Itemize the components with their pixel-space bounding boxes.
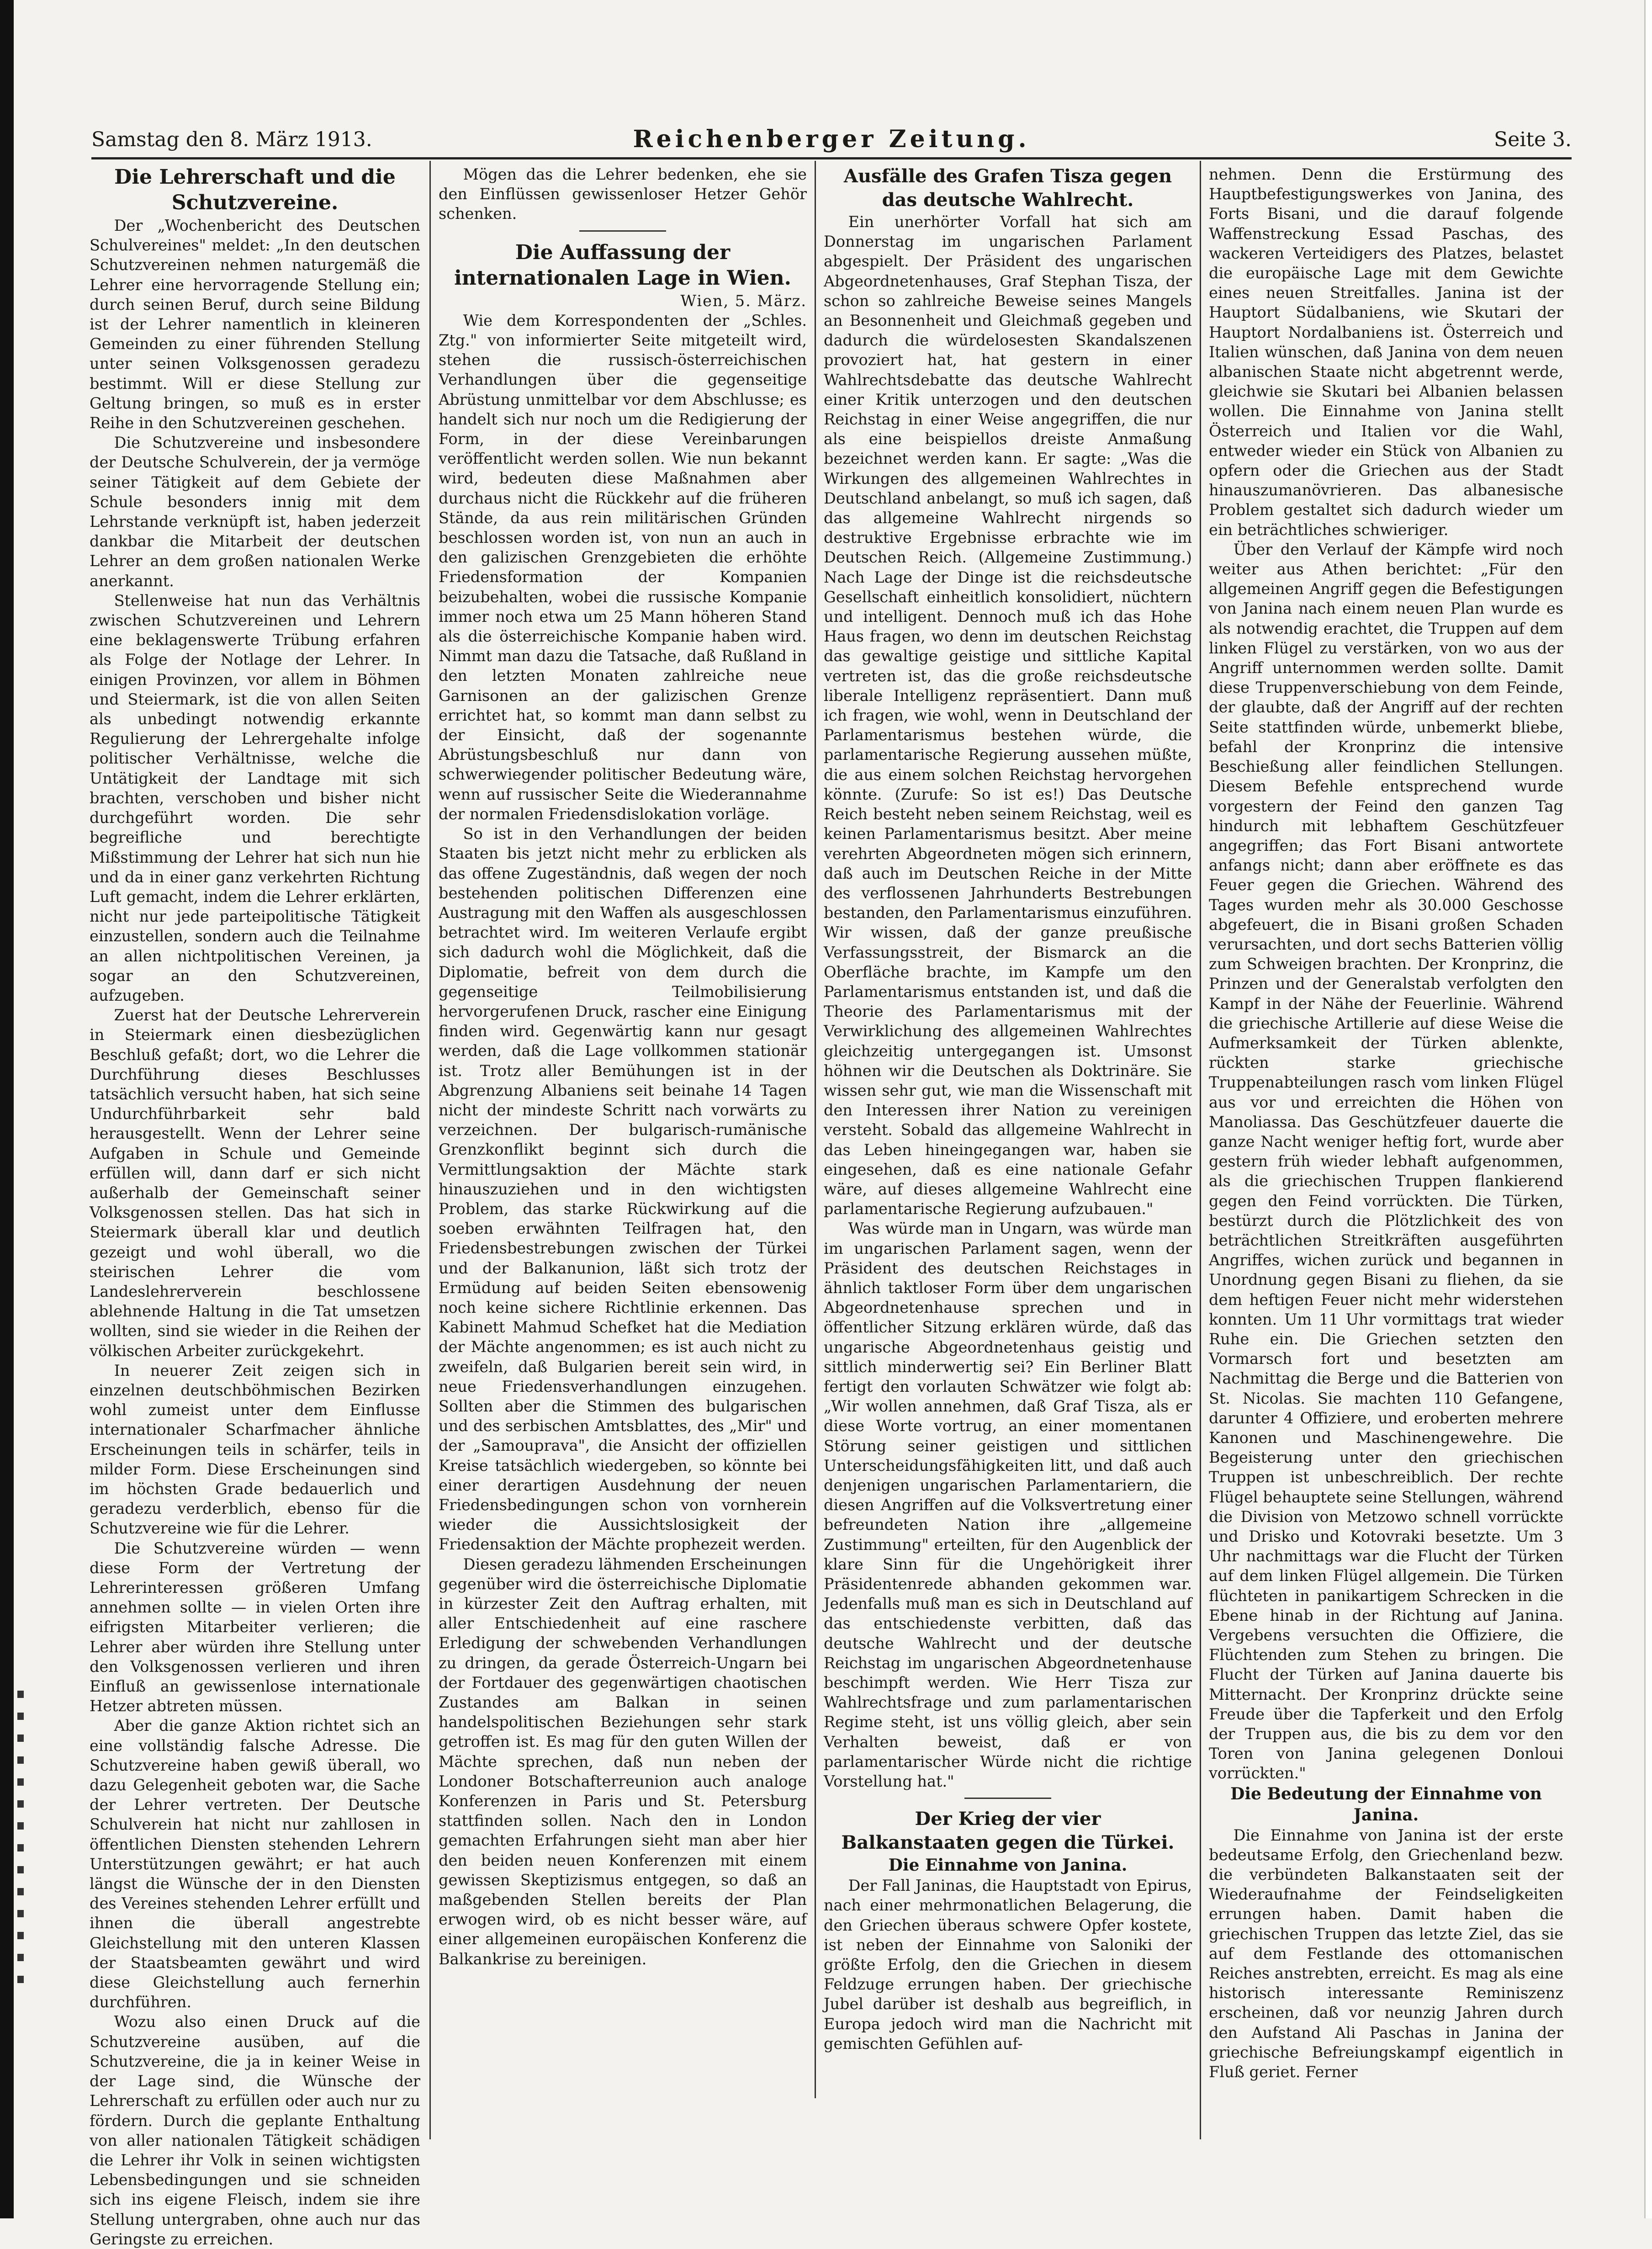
article-paragraph: nehmen. Denn die Erstürmung des Hauptbefestigungswerkes von Janina, des Forts Bisani, und die darauf folgende Waffenstreckung Essad Paschas, des wackeren Verteidigers des Platzes, belastet die europäische Lage mit dem Gewichte eines neuen Streitfalles. Janina ist der Hauptort Südalbaniens, wie Skutari der Hauptort Nordalbaniens ist. Österreich und Italien wünschen, daß Janina von dem neuen albanischen Staate nicht abgetrennt werde, gleichwie sie Skutari bei Albanien belassen wollen. Die Einnahme von Janina stellt Österreich und Italien vor die Wahl, entweder wieder ein Stück von Albanien zu opfern oder die Griechen aus der Stadt hinauszumanövrieren. Das albanesische Problem gestaltet sich dadurch wieder um ein beträchtliches schwieriger. bbox=[1209, 165, 1563, 539]
article-paragraph: Mögen das die Lehrer bedenken, ehe sie den Einflüssen gewissenloser Hetzer Gehör schenken. bbox=[439, 165, 807, 223]
article-headline: Ausfälle des Grafen Tisza gegen das deutsche Wahlrecht. bbox=[843, 165, 1172, 211]
column-divider bbox=[1200, 161, 1201, 2139]
page-number: Seite 3. bbox=[1494, 128, 1572, 151]
column-1 bbox=[90, 164, 420, 2248]
scan-edge-right bbox=[1644, 0, 1652, 2218]
article-paragraph: Diesen geradezu lähmenden Erscheinungen gegenüber wird die österreichische Diplomatie in kürzester Zeit den Auftrag erhalten, mit aller Entschiedenheit auf eine raschere Erledigung der schwebenden Verhandlungen zu dringen, da gerade Österreich-Ungarn bei der Fortdauer des gegenwärtigen chaotischen Zustandes am Balkan in seinen handelspolitischen Beziehungen sehr stark getroffen ist. Es mag für den guten Willen der Mächte sprechen, daß nun neben der Londoner Botschafterreunion auch analoge Konferenzen in Paris und St. Petersburg stattfinden sollen. Nach den in London gemachten Erfahrungen sieht man aber hier den beiden neuen Konferenzen mit einem gewissen Skeptizismus entgegen, so daß an maßgebenden Stellen bereits der Plan erwogen wird, ob es nicht besser wäre, auf einer allgemeinen europäischen Konferenz die Balkankrise zu bereinigen. bbox=[439, 1555, 807, 1968]
section-rule bbox=[579, 230, 666, 232]
article-paragraph: Wozu also einen Druck auf die Schutzvereine ausüben, auf die Schutzvereine, die ja in keiner Weise in der Lage sind, die Wünsche der Lehrerschaft zu erfüllen oder auch nur zu fördern. Durch die geplante Enthaltung von aller nationalen Tätigkeit schädigen die Lehrer ihr Volk in seinen wichtigsten Lebensbedingungen und sie schneiden sich ins eigene Fleisch, indem sie ihre Stellung untergraben, ohne auch nur das Geringste zu erreichen. bbox=[90, 2013, 420, 2248]
article-paragraph: Was würde man in Ungarn, was würde man im ungarischen Parlament sagen, wenn der Präsident des deutschen Reichstages in ähnlich taktloser Form über dem ungarischen Abgeordnetenhause sprechen und in öffentlicher Sitzung erklären würde, daß das ungarische Abgeordnetenhaus geistig und sittlich minderwertig sei? Ein Berliner Blatt fertigt den vorlauten Schwätzer wie folgt ab: „Wir wollen annehmen, daß Graf Tisza, als er diese Worte vortrug, an einer momentanen Störung seiner geistigen und sittlichen Unterscheidungsfähigkeiten litt, und daß auch denjenigen ungarischen Parlamentariern, die diesen Angriffen auf die Volksvertretung einer befreundeten Nation ihre „allgemeine Zustimmung" erteilten, für den Augenblick der klare Sinn für die Ungehörigkeit ihrer Präsidentenrede abhanden gekommen war. Jedenfalls muß man es sich in Deutschland auf das entschiedenste verbitten, daß das deutsche Wahlrecht und der deutsche Reichstag im ungarischen Abgeordnetenhause beschimpft werden. Wie Herr Tisza zur Wahlrechtsfrage und zum parlamentarischen Regime steht, ist uns völlig gleich, aber sein Verhalten beweist, daß er von parlamentarischer Würde nicht die richtige Vorstellung hat." bbox=[824, 1220, 1192, 1791]
column-divider bbox=[429, 161, 431, 2139]
article-paragraph: So ist in den Verhandlungen der beiden Staaten bis jetzt nicht mehr zu erblicken als das offene Zugeständnis, daß wegen der noch bestehenden politischen Differenzen eine Austragung mit den Waffen als ausgeschlossen betrachtet wird. Im weiteren Verlaufe ergibt sich dadurch wohl die Möglichkeit, daß die Diplomatie, befreit von dem durch die gegenseitige Teilmobilisierung hervorgerufenen Druck, rascher eine Einigung finden wird. Gegenwärtig kann nur gesagt werden, daß die Lage vollkommen stationär ist. Trotz aller Bemühungen ist in der Abgrenzung Albaniens seit beinahe 14 Tagen nicht der mindeste Schritt nach vorwärts zu verzeichnen. Der bulgarisch-rumänische Grenzkonflikt beginnt sich durch die Vermittlungsaktion der Mächte stark hinauszuziehen und in den wichtigsten Problem, das starke Rückwirkung auf die soeben erwähnten Teilfragen hat, den Friedensbestrebungen zwischen der Türkei und der Balkanunion, läßt sich trotz der Ermüdung auf beiden Seiten ebensowenig noch keine sichere Richtlinie erkennen. Das Kabinett Mahmud Schefket hat die Mediation der Mächte angenommen; es ist auch nicht zu zweifeln, daß Bulgarien bereit sein wird, in neue Friedensverhandlungen einzugehen. Sollten aber die Stimmen des bulgarischen und des serbischen Amtsblattes, des „Mir" und der „Samouprava", die Ansicht der offiziellen Kreise tatsächlich wiedergeben, so könnte bei einer derartigen Ausdehnung der neuen Friedensbedingungen schon von vornherein wieder die Aussichtslosigkeit der Friedensaktion der Mächte prophezeit werden. bbox=[439, 825, 807, 1554]
article-paragraph: Wie dem Korrespondenten der „Schles. Ztg." von informierter Seite mitgeteilt wird, stehen die russisch-österreichischen Verhandlungen über die gegenseitige Abrüstung unmittelbar vor dem Abschlusse; es handelt sich nur noch um die Redigierung der Form, in der diese Vereinbarungen veröffentlicht werden sollen. Wie nun bekannt wird, bedeuten diese Maßnahmen aber durchaus nicht die Rückkehr auf die früheren Stände, da aus rein militärischen Gründen beschlossen worden ist, von nun an auch in den galizischen Grenzgebieten die erhöhte Friedensformation der Kompanien beizubehalten, wobei die russische Kompanie immer noch etwa um 25 Mann höheren Stand als die österreichische Kompanie haben wird. Nimmt man dazu die Tatsache, daß Rußland in den letzten Monaten zahlreiche neue Garnisonen an der galizischen Grenze errichtet hat, so kommt man dann selbst zu der Einsicht, daß der sogenannte Abrüstungsbeschluß nur dann von schwerwiegender politischer Bedeutung wäre, wenn auf russischer Seite die Wiederannahme der normalen Friedensdislokation vorläge. bbox=[439, 311, 807, 823]
article-paragraph: Über den Verlauf der Kämpfe wird noch weiter aus Athen berichtet: „Für den allgemeinen Angriff gegen die Befestigungen von Janina nach einem neuen Plan wurde es als notwendig erachtet, die Truppen auf dem linken Flügel zu verstärken, von wo aus der Angriff unternommen werden sollte. Damit diese Truppenverschiebung von dem Feinde, der glaubte, daß der Angriff auf der rechten Seite stattfinden würde, unbemerkt bliebe, befahl der Kronprinz die intensive Beschießung aller feindlichen Stellungen. Diesem Befehle entsprechend wurde vorgestern der Feind den ganzen Tag hindurch mit lebhaftem Geschützfeuer angegriffen; das Fort Bisani antwortete anfangs nicht; dann aber eröffnete es das Feuer gegen die Griechen. Während des Tages wurden mehr als 30.000 Geschosse abgefeuert, die in Bisani großen Schaden verursachten, und dort sechs Batterien völlig zum Schweigen brachten. Der Kronprinz, die Prinzen und der Generalstab verfolgten den Kampf in der Nähe der Feuerlinie. Während die griechische Artillerie auf diese Weise die Aufmerksamkeit der Türken ablenkte, rückten starke griechische Truppenabteilungen rasch vom linken Flügel aus vor und erreichten die Höhen von Manoliassa. Das Geschützfeuer dauerte die ganze Nacht weniger heftig fort, wurde aber gestern früh wieder lebhaft aufgenommen, als die griechischen Truppen flankierend gegen den Feind vorrückten. Die Türken, bestürzt durch die Plötzlichkeit des von beträchtlichen Streitkräften ausgeführten Angriffes, wichen zurück und begannen in Unordnung gegen Bisani zu fliehen, da sie dem heftigen Feuer nicht mehr widerstehen konnten. Um 11 Uhr vormittags trat wieder Ruhe ein. Die Griechen setzten den Vormarsch fort und besetzten am Nachmittag die Berge und die Batterien von St. Nicolas. Sie machten 110 Gefangene, darunter 4 Offiziere, und eroberten mehrere Kanonen und Maschinengewehre. Die Begeisterung unter den griechischen Truppen ist unbeschreiblich. Der rechte Flügel behauptete seine Stellungen, während die Division von Metzowo schnell vorrückte und Drisko und Kotovraki besetzte. Um 3 Uhr nachmittags war die Flucht der Türken auf dem linken Flügel allgemein. Die Türken flüchteten in panikartigem Schrecken in die Ebene hinab in der Richtung auf Janina. Vergebens versuchten die Offiziere, die Flüchtenden zum Stehen zu bringen. Die Flucht der Türken auf Janina dauerte bis Mitternacht. Der Kronprinz drückte seine Freude über die Tapferkeit und den Erfolg der Truppen aus, die bis zu dem vor den Toren von Janina gelegenen Donloui vorrückten." bbox=[1209, 540, 1563, 1782]
section-rule bbox=[964, 1798, 1051, 1799]
page-header bbox=[91, 122, 1572, 154]
issue-date: Samstag den 8. März 1913. bbox=[91, 128, 372, 151]
article-subheadline: Die Einnahme von Janina. bbox=[888, 1856, 1128, 1875]
article-paragraph: Aber die ganze Aktion richtet sich an eine vollständig falsche Adresse. Die Schutzvereine haben gewiß überall, wo dazu Gelegenheit geboten war, die Sache der Lehrer vertreten. Der Deutsche Schulverein hat nicht nur zahllosen in öffentlichen Diensten stehenden Lehrern Unterstützungen gewährt; er hat auch längst die Wünsche der in den Diensten des Vereines stehenden Lehrer erfüllt und ihnen die überall angestrebte Gleichstellung mit den unteren Klassen der Staatsbeamten gewährt und wird diese Gleichstellung auch fernerhin durchführen. bbox=[90, 1717, 420, 2011]
article-paragraph: Die Einnahme von Janina ist der erste bedeutsame Erfolg, den Griechenland bezw. die verbündeten Balkanstaaten seit der Wiederaufnahme der Feindseligkeiten errungen haben. Damit haben die griechischen Truppen das letzte Ziel, das sie auf dem Festlande des ottomanischen Reiches anstrebten, erreicht. Es mag als eine historisch interessante Reminiszenz erscheinen, daß vor neunzig Jahren durch den Aufstand Ali Paschas in Janina der griechische Befreiungskampf eigentlich in Fluß geriet. Ferner bbox=[1209, 1826, 1563, 2081]
column-divider bbox=[815, 161, 816, 2098]
article-paragraph: Der Fall Janinas, die Hauptstadt von Epirus, nach einer mehrmonatlichen Belagerung, die den Griechen überaus schwere Opfer kostete, ist neben der Einnahme von Saloniki der größte Erfolg, den die Griechen in diesem Feldzuge errungen haben. Der griechische Jubel darüber ist deshalb aus begreiflich, in Europa jedoch wird man die Nachricht mit gemischten Gefühlen auf- bbox=[824, 1877, 1192, 2053]
dateline: Wien, 5. März. bbox=[680, 292, 807, 310]
article-paragraph: Die Schutzvereine und insbesondere der Deutsche Schulverein, der ja vermöge seiner Tätigkeit auf dem Gebiete der Schule besonders innig mit dem Lehrstande verknüpft ist, haben jederzeit dankbar die Mitarbeit der deutschen Lehrer an dem großen nationalen Werke anerkannt. bbox=[90, 434, 420, 590]
article-paragraph: Stellenweise hat nun das Verhältnis zwischen Schutzvereinen und Lehrern eine beklagenswerte Trübung erfahren als Folge der Notlage der Lehrer. In einigen Provinzen, vor allem in Böhmen und Steiermark, ist die von allen Seiten als unbedingt notwendig erkannte Regulierung der Lehrergehalte infolge politischer Verhältnisse, welche die Untätigkeit der Landtage mit sich brachten, verschoben und bisher nicht durchgeführt worden. Die sehr begreifliche und berechtigte Mißstimmung der Lehrer hat sich nun hie und da in einer ganz verkehrten Richtung Luft gemacht, indem die Lehrer erklärten, nicht nur jede parteipolitische Tätigkeit einzustellen, sondern auch die Teilnahme an allen nichtpolitischen Vereinen, ja sogar an den Schutzvereinen, aufzugeben. bbox=[90, 591, 420, 1004]
header-rule bbox=[91, 157, 1572, 159]
article-paragraph: Der „Wochenbericht des Deutschen Schulvereines" meldet: „In den deutschen Schutzvereinen nehmen naturgemäß die Lehrer eine hervorragende Stellung ein; durch seinen Beruf, durch seine Bildung ist der Lehrer namentlich in kleineren Gemeinden zu einer führenden Stellung unter seinen Volksgenossen geradezu bestimmt. Will er diese Stellung zur Geltung bringen, so muß es in erster Reihe in den Schutzvereinen geschehen. bbox=[90, 217, 420, 432]
article-paragraph: In neuerer Zeit zeigen sich in einzelnen deutschböhmischen Bezirken wohl zumeist unter dem Einflusse internationaler Scharfmacher ähnliche Erscheinungen teils in schärfer, teils in milder Form. Diese Erscheinungen sind im höchsten Grade bedauerlich und geradezu verderblich, ebenso für die Schutzvereine wie für die Lehrer. bbox=[90, 1361, 420, 1538]
section-headline: Balkanstaaten gegen die Türkei. bbox=[841, 1832, 1175, 1854]
newspaper-name: Reichenberger Zeitung. bbox=[633, 125, 1030, 153]
section-headline: Der Krieg der vier bbox=[915, 1808, 1101, 1830]
scan-margin-marks bbox=[17, 1691, 24, 1983]
article-paragraph: Zuerst hat der Deutsche Lehrerverein in Steiermark einen diesbezüglichen Beschluß gefaßt; dort, wo die Lehrer die Durchführung dieses Beschlusses tatsächlich versucht haben, hat sich seine Undurchführbarkeit sehr bald herausgestellt. Wenn der Lehrer seine Aufgaben in Schule und Gemeinde erfüllen will, dann darf er sich nicht außerhalb der Gemeinschaft seiner Volksgenossen stellen. Das hat sich in Steiermark überall klar und deutlich gezeigt und wohl überall, wo die steirischen Lehrer die vom Landeslehrerverein beschlossene ablehnende Haltung in die Tat umsetzen wollten, sind sie wieder in die Reihen der völkischen Arbeiter zurückgekehrt. bbox=[90, 1006, 420, 1360]
article-headline: Die Auffassung der internationalen Lage in Wien. bbox=[454, 240, 791, 290]
column-3 bbox=[824, 164, 1192, 2143]
scan-edge-left bbox=[0, 0, 14, 2218]
article-paragraph: Die Schutzvereine würden — wenn diese Form der Vertretung der Lehrerinteressen größeren Umfang annehmen sollte — in vielen Orten ihre eifrigsten Mitarbeiter verlieren; die Lehrer aber würden ihre Stellung unter den Volksgenossen verlieren und ihren Einfluß an gewissenlose internationale Hetzer abtreten müssen. bbox=[90, 1539, 420, 1715]
article-subheadline: Die Bedeutung der Einnahme von Janina. bbox=[1230, 1784, 1542, 1825]
article-headline: Die Lehrerschaft und die Schutzvereine. bbox=[114, 165, 396, 214]
column-2 bbox=[439, 164, 807, 2143]
column-4 bbox=[1209, 164, 1563, 2143]
article-paragraph: Ein unerhörter Vorfall hat sich am Donnerstag im ungarischen Parlament abgespielt. Der Präsident des ungarischen Abgeordnetenhauses, Graf Stephan Tisza, der schon so zahlreiche Beweise seines Mangels an Besonnenheit und Gleichmaß gegeben und dadurch die würdelosesten Skandalszenen provoziert hat, hat gestern in einer Wahlrechtsdebatte das deutsche Wahlrecht einer Kritik unterzogen und den deutschen Reichstag in einer Weise angegriffen, die nur als eine beispiellos dreiste Anmaßung bezeichnet werden kann. Er sagte: „Was die Wirkungen des allgemeinen Wahlrechtes in Deutschland anbelangt, so muß ich sagen, daß das allgemeine Wahlrecht nirgends so destruktive Ergebnisse erbrachte wie im Deutschen Reich. (Allgemeine Zustimmung.) Nach Lage der Dinge ist die reichsdeutsche Gesellschaft einheitlich konsolidiert, nüchtern und intelligent. Dennoch muß ich das Hohe Haus fragen, wo denn im deutschen Reichstag das gewaltige geistige und sittliche Kapital vertreten ist, das die große reichsdeutsche liberale Intelligenz repräsentiert. Dann muß ich fragen, wie wohl, wenn in Deutschland der Parlamentarismus bestehen würde, die parlamentarische Regierung aussehen müßte, die aus einem solchen Reichstag hervorgehen könnte. (Zurufe: So ist es!) Das Deutsche Reich besteht neben seinem Reichstag, weil es keinen Parlamentarismus besitzt. Aber meine verehrten Abgeordneten mögen sich erinnern, daß auch im Deutschen Reiche in der Mitte des verflossenen Jahrhunderts Bestrebungen bestanden, den Parlamentarismus einzuführen. Wir wissen, daß der ganze preußische Verfassungsstreit, der Bismarck an die Oberfläche brachte, im Kampfe um den Parlamentarismus entstanden ist, und daß die Theorie des Parlamentarismus mit der Verwirklichung des allgemeinen Wahlrechtes gleichzeitig untergegangen ist. Umsonst höhnen wir die Deutschen als Doktrinäre. Sie wissen sehr gut, wie man die Wissenschaft mit den Interessen ihrer Nation zu vereinigen versteht. Sobald das allgemeine Wahlrecht in das Leben hineingegangen war, haben sie eingesehen, daß es eine nationale Gefahr wäre, auf dieses allgemeine Wahlrecht eine parlamentarische Regierung aufzubauen." bbox=[824, 213, 1192, 1218]
